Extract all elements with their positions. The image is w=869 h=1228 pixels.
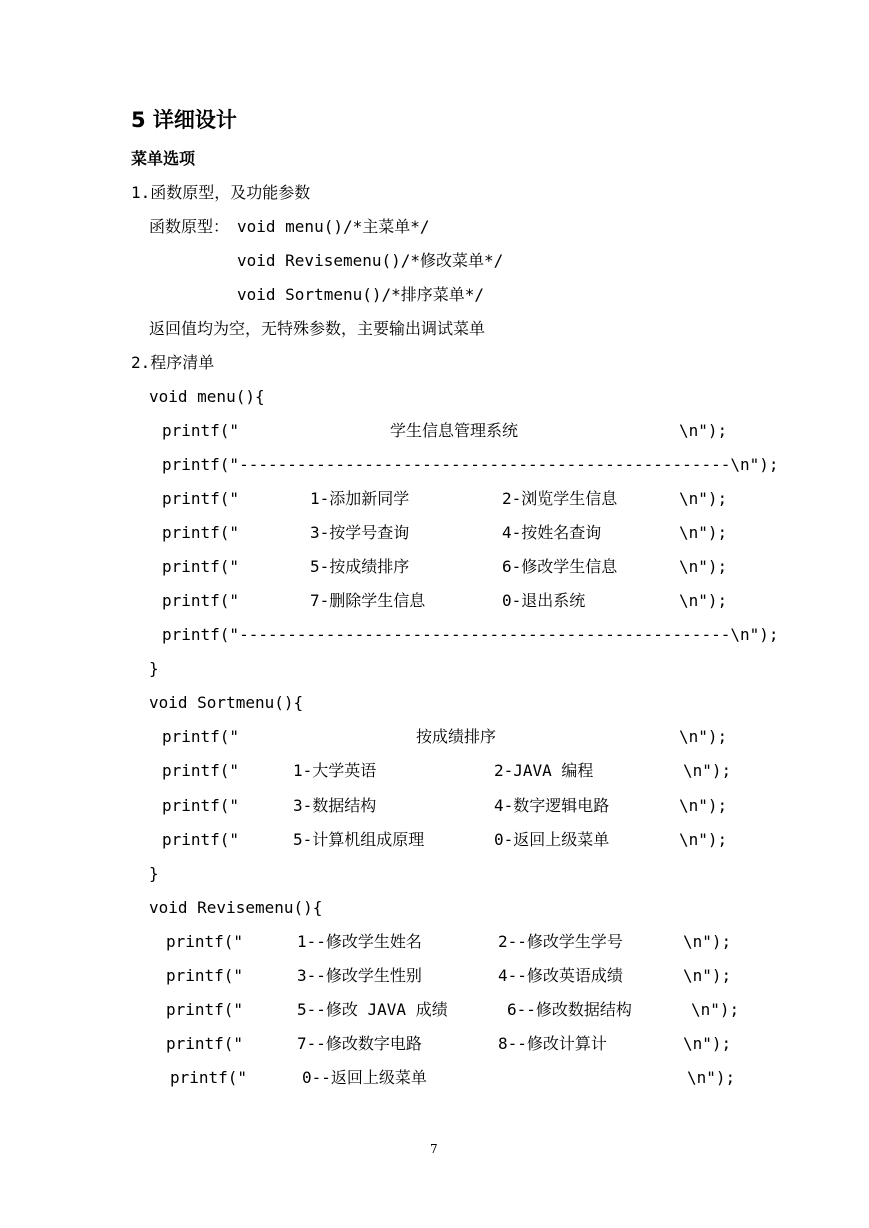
code-line-open: printf(" xyxy=(166,966,244,985)
code-line-option: 2-JAVA 编程 xyxy=(494,761,594,780)
code-line-option: 0-返回上级菜单 xyxy=(494,830,610,849)
prototype-line: void Revisemenu()/*修改菜单*/ xyxy=(237,251,504,270)
code-line-close: \n"); xyxy=(683,761,732,780)
code-line-title: 学生信息管理系统 xyxy=(390,421,519,440)
code-line-option: 3-按学号查询 xyxy=(310,523,410,542)
code-line-option: 2--修改学生学号 xyxy=(498,932,623,951)
code-line-open: printf(" xyxy=(162,727,240,746)
code-line-close: \n"); xyxy=(679,489,728,508)
code-line-close: \n"); xyxy=(683,932,732,951)
code-line-open: printf(" xyxy=(162,761,240,780)
section-heading: 5 详细设计 xyxy=(131,108,237,132)
code-line-option: 6-修改学生信息 xyxy=(502,557,618,576)
prototype-line: void menu()/*主菜单*/ xyxy=(237,217,430,236)
code-line-option: 1-大学英语 xyxy=(293,761,377,780)
code-line-option: 5-计算机组成原理 xyxy=(293,830,425,849)
function-signature: void Sortmenu(){ xyxy=(149,693,304,712)
code-line-option: 4-按姓名查询 xyxy=(502,523,602,542)
code-line-option: 6--修改数据结构 xyxy=(507,1000,632,1019)
code-line-open: printf(" xyxy=(166,1000,244,1019)
code-line-option: 3-数据结构 xyxy=(293,796,377,815)
code-line-close: \n"); xyxy=(679,557,728,576)
code-line-option: 4--修改英语成绩 xyxy=(498,966,623,985)
code-line-close: \n"); xyxy=(683,966,732,985)
closing-brace: } xyxy=(149,864,159,883)
item2-title: 2.程序清单 xyxy=(131,353,215,372)
code-line-option: 4-数字逻辑电路 xyxy=(494,796,610,815)
code-line-option: 0--返回上级菜单 xyxy=(302,1068,427,1087)
item1-title: 1.函数原型，及功能参数 xyxy=(131,183,311,202)
function-signature: void menu(){ xyxy=(149,387,265,406)
code-line-open: printf(" xyxy=(162,523,240,542)
code-line-option: 8--修改计算计 xyxy=(498,1034,607,1053)
code-line-separator: printf("---------------------------------------------------\n"); xyxy=(162,455,779,474)
code-line-close: \n"); xyxy=(679,421,728,440)
code-line-separator: printf("---------------------------------------------------\n"); xyxy=(162,625,779,644)
code-line-open: printf(" xyxy=(170,1068,248,1087)
code-line-option: 7--修改数字电路 xyxy=(297,1034,422,1053)
code-line-option: 5-按成绩排序 xyxy=(310,557,410,576)
code-line-option: 1-添加新同学 xyxy=(310,489,410,508)
code-line-option: 2-浏览学生信息 xyxy=(502,489,618,508)
code-line-open: printf(" xyxy=(162,830,240,849)
code-line-open: printf(" xyxy=(166,1034,244,1053)
code-line-option: 1--修改学生姓名 xyxy=(297,932,422,951)
code-line-open: printf(" xyxy=(162,421,240,440)
code-line-option: 3--修改学生性别 xyxy=(297,966,422,985)
function-signature: void Revisemenu(){ xyxy=(149,898,323,917)
code-line-option: 0-退出系统 xyxy=(502,591,586,610)
prototype-line: void Sortmenu()/*排序菜单*/ xyxy=(237,285,485,304)
code-line-title: 按成绩排序 xyxy=(416,727,497,746)
code-line-option: 5--修改 JAVA 成绩 xyxy=(297,1000,448,1019)
code-line-close: \n"); xyxy=(679,796,728,815)
subsection-heading: 菜单选项 xyxy=(131,149,196,168)
code-line-open: printf(" xyxy=(162,557,240,576)
code-line-close: \n"); xyxy=(679,523,728,542)
code-line-open: printf(" xyxy=(162,796,240,815)
code-line-option: 7-删除学生信息 xyxy=(310,591,426,610)
code-line-close: \n"); xyxy=(691,1000,740,1019)
closing-brace: } xyxy=(149,659,159,678)
code-line-close: \n"); xyxy=(683,1034,732,1053)
code-line-open: printf(" xyxy=(166,932,244,951)
code-line-close: \n"); xyxy=(687,1068,736,1087)
page-number: 7 xyxy=(430,1142,438,1156)
prototype-label: 函数原型： xyxy=(149,217,230,236)
return-description: 返回值均为空，无特殊参数，主要输出调试菜单 xyxy=(149,319,486,338)
code-line-close: \n"); xyxy=(679,727,728,746)
code-line-open: printf(" xyxy=(162,489,240,508)
code-line-close: \n"); xyxy=(679,830,728,849)
code-line-open: printf(" xyxy=(162,591,240,610)
code-line-close: \n"); xyxy=(679,591,728,610)
